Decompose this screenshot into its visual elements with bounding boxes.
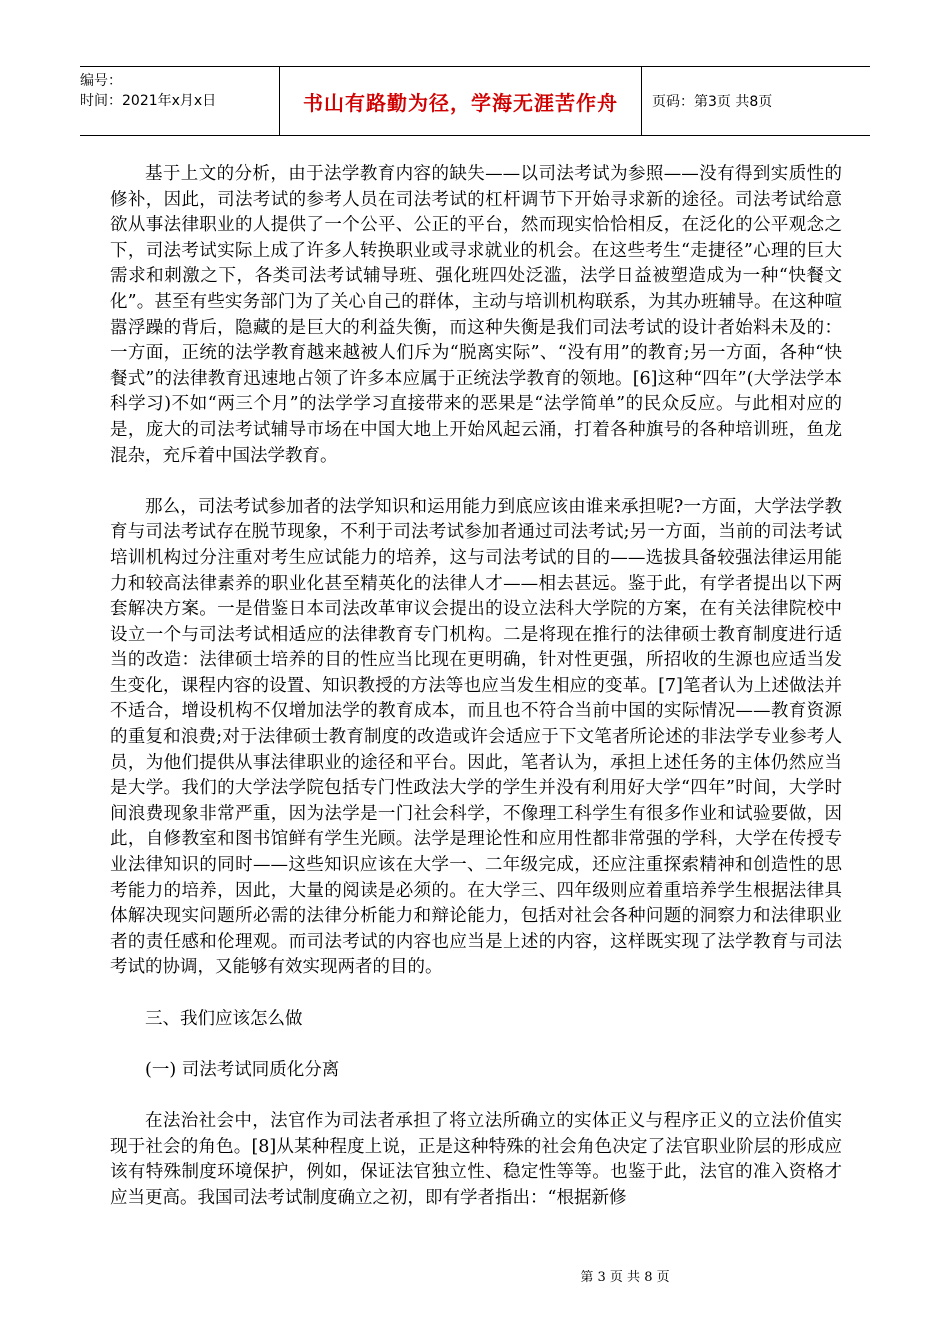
section-heading: 三、我们应该怎么做 [145,1008,303,1029]
header-motto: 书山有路勤为径，学海无涯苦作舟 [280,67,642,135]
paragraph: 基于上文的分析，由于法学教育内容的缺失——以司法考试为参照——没有得到实质性的修补，因此，司法考试的参考人员在司法考试的杠杆调节下开始寻求新的途径。司法考试给意欲从事法律职业的人提供了一个公平、公正的平台，然而现实恰恰相反，在泛化的公平观念之下，司法考试实际上成了许多人转换职业或寻求就业的机会。在这些考生“走捷径”心理的巨大需求和刺激之下，各类司法考试辅导班、强化班四处泛滥，法学日益被塑造成为一种“快餐文化”。甚至有些实务部门为了关心自己的群体，主动与培训机构联系，为其办班辅导。在这种喧嚣浮躁的背后，隐藏的是巨大的利益失衡，而这种失衡是我们司法考试的设计者始料未及的：一方面，正统的法学教育越来越被人们斥为“脱离实际”、“没有用”的教育;另一方面，各种“快餐式”的法律教育迅速地占领了许多本应属于正统法学教育的领地。[6]这种“四年”(大学法学本科学习)不如“两三个月”的法学学习直接带来的恶果是“法学简单”的民众反应。与此相对应的是，庞大的司法考试辅导市场在中国大地上开始风起云涌，打着各种旗号的各种培训班，鱼龙混杂，充斥着中国法学教育。 [110,164,842,466]
page-header [80,66,870,136]
document-body [110,162,842,1237]
document-date: 时间：2021年x月x日 [80,93,217,109]
subsection-heading: (一) 司法考试同质化分离 [145,1059,340,1080]
paragraph: 在法治社会中，法官作为司法者承担了将立法所确立的实体正义与程序正义的立法价值实现于社会的角色。[8]从某种程度上说，正是这种特殊的社会角色决定了法官职业阶层的形成应该有特殊制度环境保护，例如，保证法官独立性、稳定性等等。也鉴于此，法官的准入资格才应当更高。我国司法考试制度确立之初，即有学者指出：“根据新修 [110,1110,842,1208]
page-footer: 第 3 页 共 8 页 [580,1270,670,1285]
paragraph: 那么，司法考试参加者的法学知识和运用能力到底应该由谁来承担呢?一方面，大学法学教育与司法考试存在脱节现象，不利于司法考试参加者通过司法考试;另一方面，当前的司法考试培训机构过分注重对考生应试能力的培养，这与司法考试的目的——选拔具备较强法律运用能力和较高法律素养的职业化甚至精英化的法律人才——相去甚远。鉴于此，有学者提出以下两套解决方案。一是借鉴日本司法改革审议会提出的设立法科大学院的方案，在有关法律院校中设立一个与司法考试相适应的法律教育专门机构。二是将现在推行的法律硕士教育制度进行适当的改造：法律硕士培养的目的性应当比现在更明确，针对性更强，所招收的生源也应适当发生变化，课程内容的设置、知识教授的方法等也应当发生相应的变革。[7]笔者认为上述做法并不适合，增设机构不仅增加法学的教育成本，而且也不符合当前中国的实际情况——教育资源的重复和浪费;对于法律硕士教育制度的改造或许会适应于下文笔者所论述的非法学专业参考人员，为他们提供从事法律职业的途径和平台。因此，笔者认为，承担上述任务的主体仍然应当是大学。我们的大学法学院包括专门性政法大学的学生并没有利用好大学“四年”时间，大学时间浪费现象非常严重，因为法学是一门社会科学，不像理工科学生有很多作业和试验要做，因此，自修教室和图书馆鲜有学生光顾。法学是理论性和应用性都非常强的学科，大学在传授专业法律知识的同时——这些知识应该在大学一、二年级完成，还应注重探索精神和创造性的思考能力的培养，因此，大量的阅读是必须的。在大学三、四年级则应着重培养学生根据法律具体解决现实问题所必需的法律分析能力和辩论能力，包括对社会各种问题的洞察力和法律职业者的责任感和伦理观。而司法考试的内容也应当是上述的内容，这样既实现了法学教育与司法考试的协调，又能够有效实现两者的目的。 [110,496,842,978]
header-page-info: 页码：第3页 共8页 [652,94,773,110]
header-meta [80,67,280,135]
document-number: 编号： [80,73,122,89]
